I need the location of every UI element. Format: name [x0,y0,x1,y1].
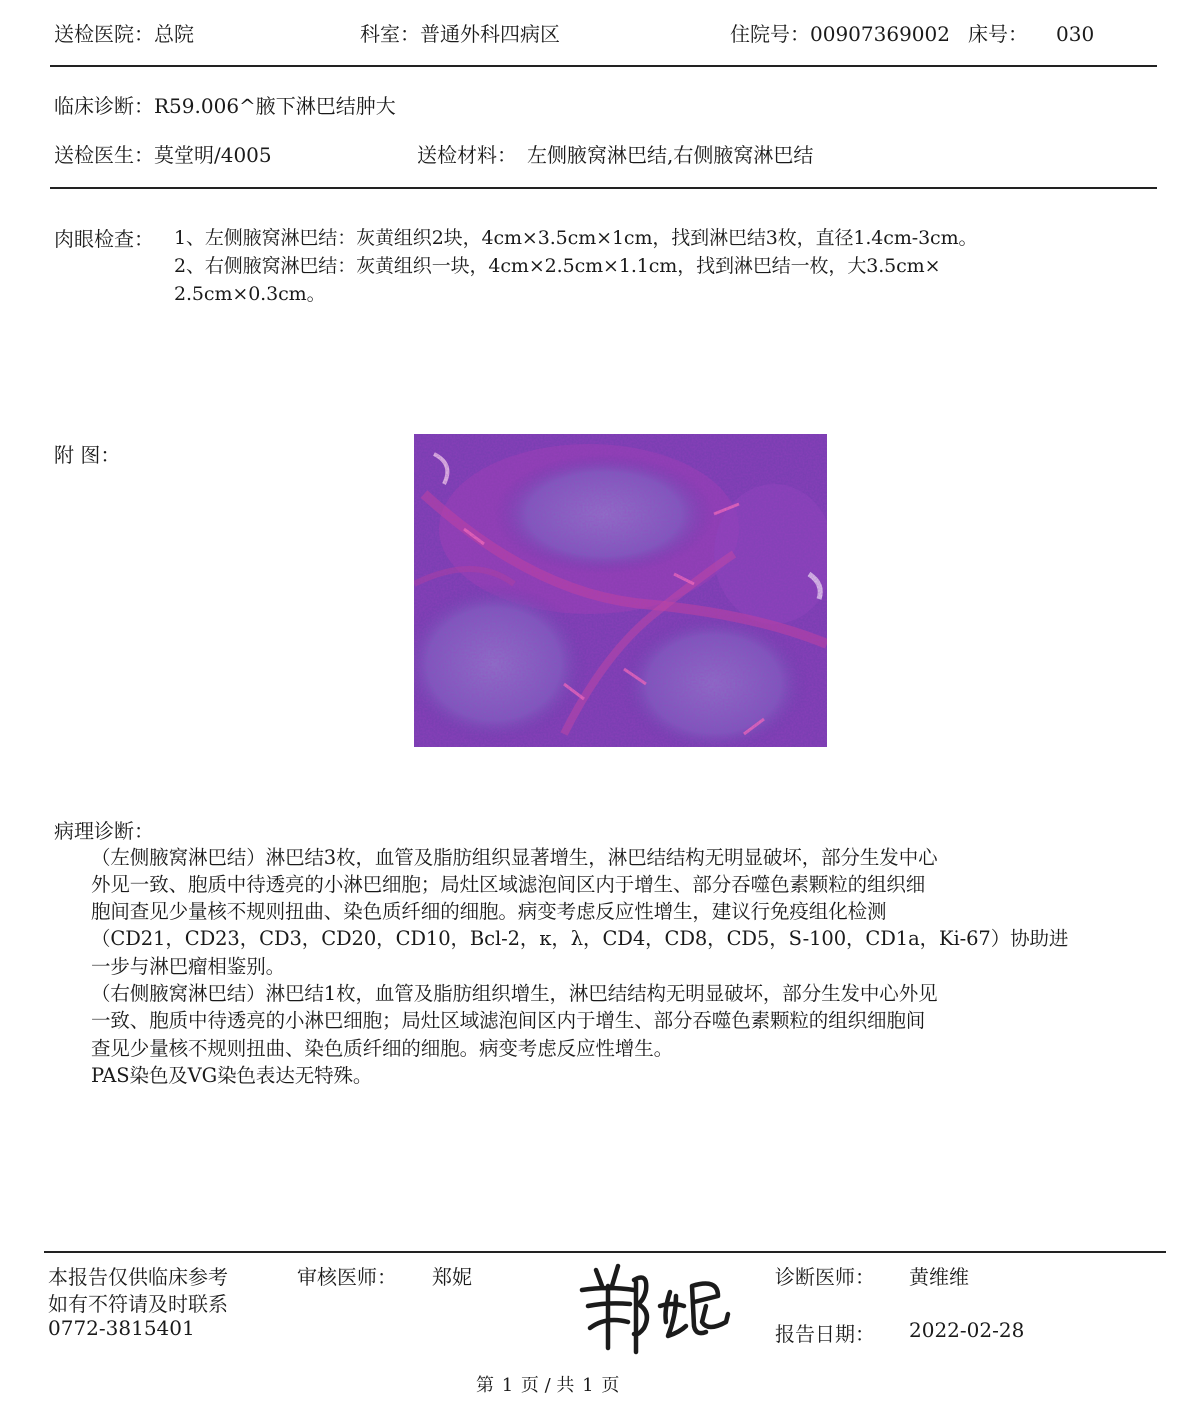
footer-divider [44,1251,1166,1253]
inpatient-field [730,18,950,47]
hospital-label: 送检医院： [54,22,154,46]
department-field [360,18,560,47]
specimen-material [417,139,813,168]
pathology-line: （左侧腋窝淋巴结）淋巴结3枚，血管及脂肪组织显著增生，淋巴结结构无明显破坏，部分生发中心 [91,846,938,869]
referring-doctor-label: 送检医生： [54,143,154,167]
clinical-diagnosis-value: R59.006^腋下淋巴结肿大 [154,94,396,118]
hospital-value: 总院 [154,22,194,46]
referring-doctor-value: 莫堂明/4005 [154,143,272,167]
disclaimer-line: 本报告仅供临床参考 [48,1265,228,1289]
header-divider [50,65,1157,67]
pathology-line: PAS染色及VG染色表达无特殊。 [91,1064,373,1087]
gross-exam-line: 2、右侧腋窝淋巴结：灰黄组织一块，4cm×2.5cm×1.1cm，找到淋巴结一枚，大3.5cm× [174,255,941,277]
histology-micrograph [414,434,827,747]
page-mid: 页 / 共 [520,1375,575,1396]
gross-exam-line: 1、左侧腋窝淋巴结：灰黄组织2块，4cm×3.5cm×1cm，找到淋巴结3枚，直径1.4cm-3cm。 [174,227,978,249]
contact-phone: 0772-3815401 [48,1316,195,1340]
reviewer-label: 审核医师： [297,1265,397,1289]
pathology-label: 病理诊断： [54,819,154,843]
gross-exam-label: 肉眼检查： [54,227,154,251]
clinical-diagnosis [54,90,396,119]
clinical-diagnosis-label: 临床诊断： [54,94,154,118]
page-indicator [475,1371,620,1397]
handwritten-signature [568,1256,738,1356]
pathology-line: 外见一致、胞质中待透亮的小淋巴细胞；局灶区域滤泡间区内于增生、部分吞噬色素颗粒的组织细 [91,873,926,896]
specimen-material-label: 送检材料： [417,143,517,167]
bed-label: 床号： [968,22,1028,46]
diagnosing-doctor-label: 诊断医师： [775,1265,875,1289]
pathology-line: （右侧腋窝淋巴结）淋巴结1枚，血管及脂肪组织增生，淋巴结结构无明显破坏，部分生发中心外见 [91,982,938,1005]
pathology-line: （CD21，CD23，CD3，CD20，CD10，Bcl-2，κ，λ，CD4，CD8，CD5，S-100，CD1a，Ki-67）协助进 [91,927,1069,950]
report-date-label: 报告日期： [775,1322,875,1346]
pathology-line: 胞间查见少量核不规则扭曲、染色质纤细的细胞。病变考虑反应性增生，建议行免疫组化检测 [91,900,887,923]
page-prefix: 第 [476,1375,494,1396]
page-suffix: 页 [601,1375,620,1396]
department-label: 科室： [360,22,420,46]
specimen-material-value: 左侧腋窝淋巴结,右侧腋窝淋巴结 [527,143,814,167]
referring-doctor [54,139,272,168]
bed-field [968,18,1094,47]
hospital-field [54,18,194,47]
diagnosing-doctor-name: 黄维维 [909,1265,969,1289]
inpatient-value: 00907369002 [810,22,950,46]
bed-value: 030 [1056,22,1095,46]
reviewer-name: 郑妮 [432,1265,472,1289]
gross-exam-line: 2.5cm×0.3cm。 [174,283,326,305]
page-current: 1 [501,1375,514,1396]
clinical-divider [50,187,1157,189]
pathology-line: 一步与淋巴瘤相鉴别。 [91,955,286,978]
figure-label: 附 图： [54,443,121,467]
page-total: 1 [582,1375,594,1396]
pathology-line: 一致、胞质中待透亮的小淋巴细胞；局灶区域滤泡间区内于增生、部分吞噬色素颗粒的组织细胞间 [91,1009,926,1032]
department-value: 普通外科四病区 [420,22,560,46]
pathology-line: 查见少量核不规则扭曲、染色质纤细的细胞。病变考虑反应性增生。 [91,1037,674,1060]
report-date: 2022-02-28 [909,1318,1025,1342]
disclaimer-line: 如有不符请及时联系 [48,1292,228,1316]
inpatient-label: 住院号： [730,22,810,46]
